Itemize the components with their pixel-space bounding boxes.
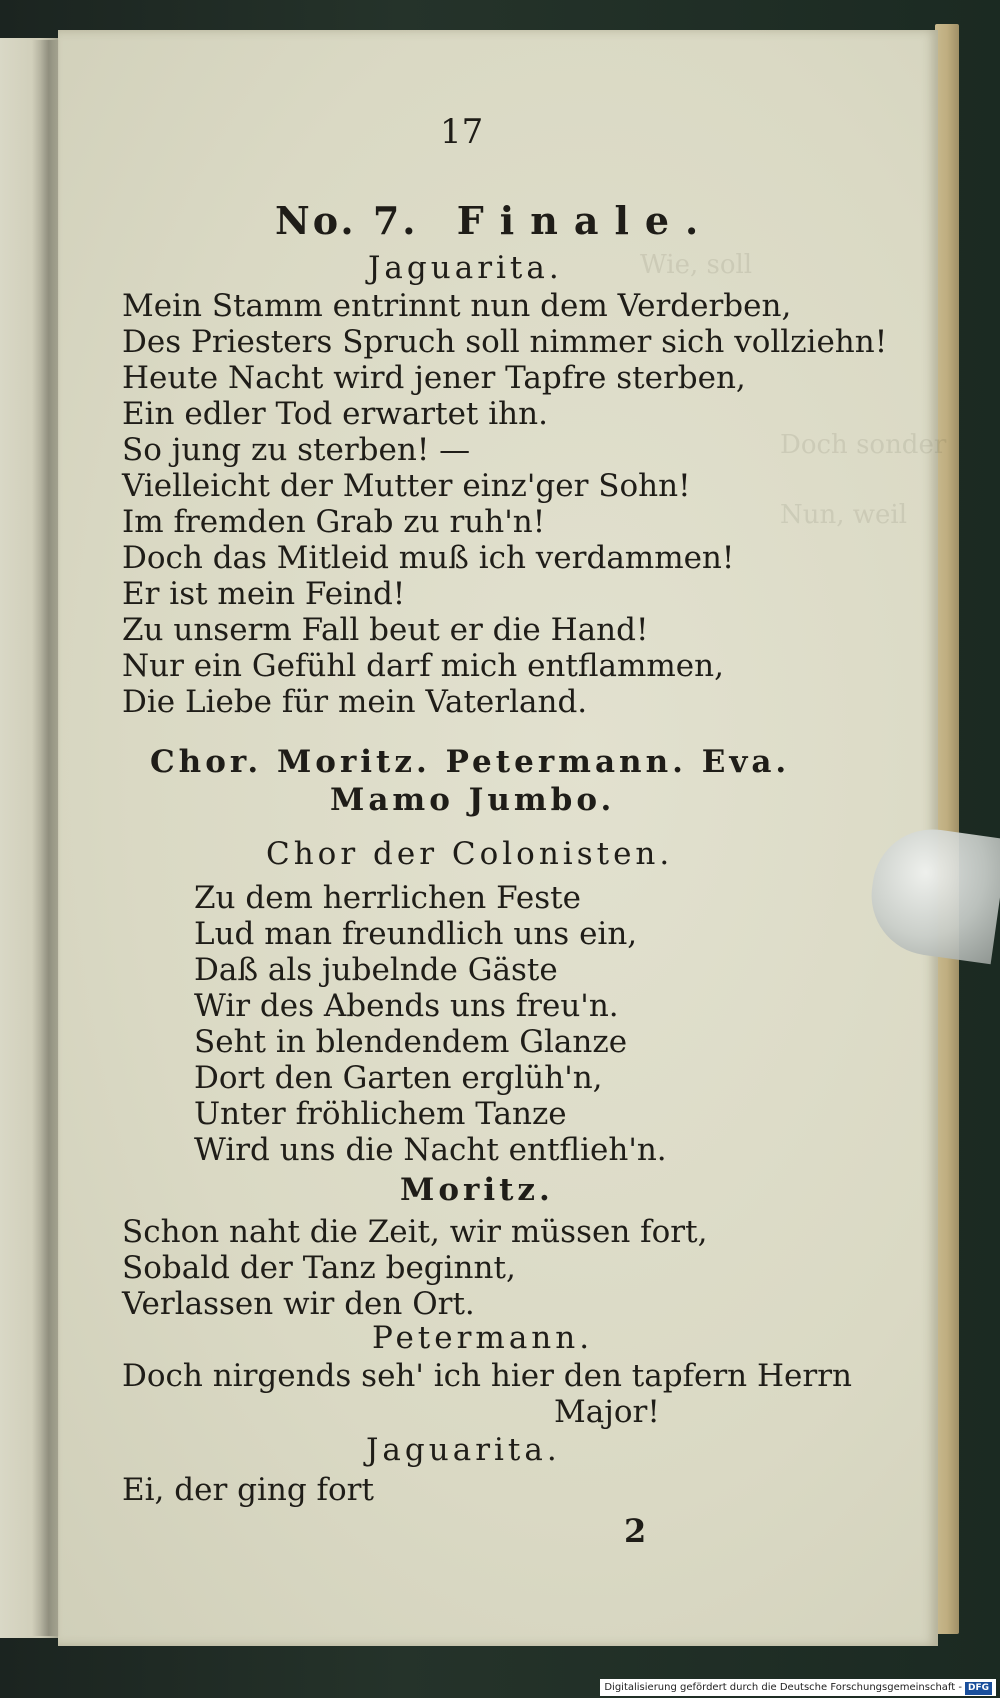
- verse-line: Im fremden Grab zu ruh'n!: [122, 504, 546, 540]
- chorus-line: Lud man freundlich uns ein,: [194, 916, 638, 952]
- show-through-mark: Nun, weil: [780, 500, 908, 530]
- chorus-line: Daß als jubelnde Gäste: [194, 952, 558, 988]
- verse-line: Des Priesters Spruch soll nimmer sich vollziehn!: [122, 324, 888, 360]
- verse-line: Nur ein Gefühl darf mich entflammen,: [122, 648, 724, 684]
- verse-line: Er ist mein Feind!: [122, 576, 406, 612]
- dfg-logo: DFG: [965, 1682, 992, 1695]
- verse-line: Die Liebe für mein Vaterland.: [122, 684, 588, 720]
- show-through-mark: Doch sonder: [780, 430, 947, 460]
- verse-line: Verlassen wir den Ort.: [122, 1286, 475, 1322]
- piece-heading: [275, 198, 714, 243]
- cast-list: Chor. Moritz. Petermann. Eva.: [150, 744, 791, 780]
- verse-line: Heute Nacht wird jener Tapfre sterben,: [122, 360, 746, 396]
- signature-mark: 2: [624, 1512, 647, 1550]
- verse-line: Zu unserm Fall beut er die Hand!: [122, 612, 649, 648]
- credit-text: Digitalisierung gefördert durch die Deutsche Forschungsgemeinschaft -: [604, 1682, 962, 1693]
- verse-line: Mein Stamm entrinnt nun dem Verderben,: [122, 288, 792, 324]
- chorus-line: Dort den Garten erglüh'n,: [194, 1060, 603, 1096]
- verse-line: Doch das Mitleid muß ich verdammen!: [122, 540, 735, 576]
- piece-title: Finale.: [456, 198, 715, 243]
- page-number: 17: [440, 112, 484, 152]
- speaker-petermann: Petermann.: [372, 1320, 594, 1356]
- verse-line: Sobald der Tanz beginnt,: [122, 1250, 516, 1286]
- show-through-mark: Wie, soll: [640, 250, 753, 280]
- speaker-jaguarita: Jaguarita.: [368, 250, 563, 286]
- verse-line-continuation: Major!: [554, 1394, 660, 1430]
- verse-line: Doch nirgends seh' ich hier den tapfern Herrn: [122, 1358, 852, 1394]
- verse-line: Schon naht die Zeit, wir müssen fort,: [122, 1214, 708, 1250]
- piece-number: No. 7.: [275, 198, 419, 243]
- cast-list: Mamo Jumbo.: [330, 782, 616, 818]
- speaker-jaguarita: Jaguarita.: [366, 1432, 561, 1468]
- chorus-line: Wird uns die Nacht entflieh'n.: [194, 1132, 667, 1168]
- chorus-line: Wir des Abends uns freu'n.: [194, 988, 619, 1024]
- verse-line: Vielleicht der Mutter einz'ger Sohn!: [122, 468, 691, 504]
- verse-line: Ei, der ging fort: [122, 1472, 374, 1508]
- book-gutter: [32, 40, 60, 1636]
- chorus-heading: Chor der Colonisten.: [266, 836, 674, 872]
- verse-line: Ein edler Tod erwartet ihn.: [122, 396, 548, 432]
- verse-line: So jung zu sterben! —: [122, 432, 471, 468]
- chorus-line: Unter fröhlichem Tanze: [194, 1096, 567, 1132]
- chorus-line: Zu dem herrlichen Feste: [194, 880, 581, 916]
- speaker-moritz: Moritz.: [400, 1172, 554, 1208]
- digitization-credit: [600, 1679, 996, 1696]
- chorus-line: Seht in blendendem Glanze: [194, 1024, 628, 1060]
